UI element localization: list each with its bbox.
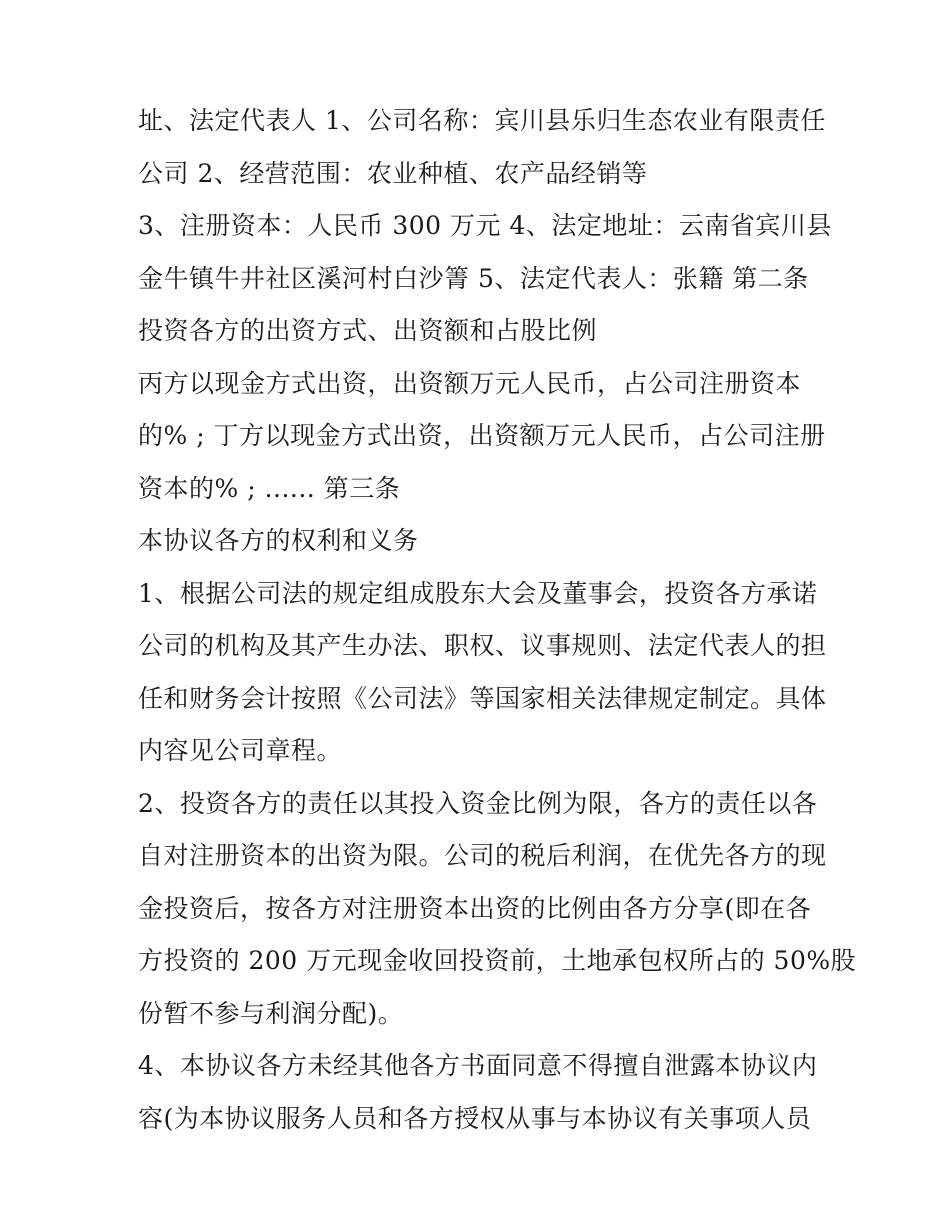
text-line: 2、投资各方的责任以其投入资金比例为限，各方的责任以各 <box>138 788 818 818</box>
text-line: 公司的机构及其产生办法、职权、议事规则、法定代表人的担 <box>138 631 827 660</box>
text-line: 的% ; 丁方以现金方式出资，出资额万元人民币，占公司注册 <box>138 421 826 450</box>
section-heading: 本协议各方的权利和义务 <box>138 526 419 555</box>
text-line: 4、本协议各方未经其他各方书面同意不得擅自泄露本协议内 <box>138 1051 818 1080</box>
text-line: 份暂不参与利润分配)。 <box>138 998 404 1028</box>
text-line: 容(为本协议服务人员和各方授权从事与本协议有关事项人员 <box>138 1103 812 1133</box>
text-line: 公司 2、经营范围：农业种植、农产品经销等 <box>138 158 648 188</box>
text-line: 金牛镇牛井社区溪河村白沙箐 5、法定代表人：张籍 第二条 <box>138 263 809 293</box>
document-page <box>138 106 857 1158</box>
text-line: 方投资的 200 万元现金收回投资前，土地承包权所占的 50%股 <box>138 946 857 975</box>
text-line: 丙方以现金方式出资，出资额万元人民币，占公司注册资本 <box>138 368 802 398</box>
text-line: 3、注册资本：人民币 300 万元 4、法定地址：云南省宾川县 <box>138 211 832 240</box>
text-line: 资本的% ; ...... 第三条 <box>138 473 401 503</box>
text-line: 自对注册资本的出资为限。公司的税后利润，在优先各方的现 <box>138 841 827 870</box>
text-line: 任和财务会计按照《公司法》等国家相关法律规定制定。具体 <box>138 683 827 713</box>
text-line: 内容见公司章程。 <box>138 736 343 765</box>
text-line: 址、法定代表人 1、公司名称：宾川县乐归生态农业有限责任 <box>138 106 826 135</box>
section-heading: 投资各方的出资方式、出资额和占股比例 <box>138 316 598 345</box>
text-line: 1、根据公司法的规定组成股东大会及董事会，投资各方承诺 <box>138 578 818 608</box>
text-line: 金投资后，按各方对注册资本出资的比例由各方分享(即在各 <box>138 893 812 923</box>
